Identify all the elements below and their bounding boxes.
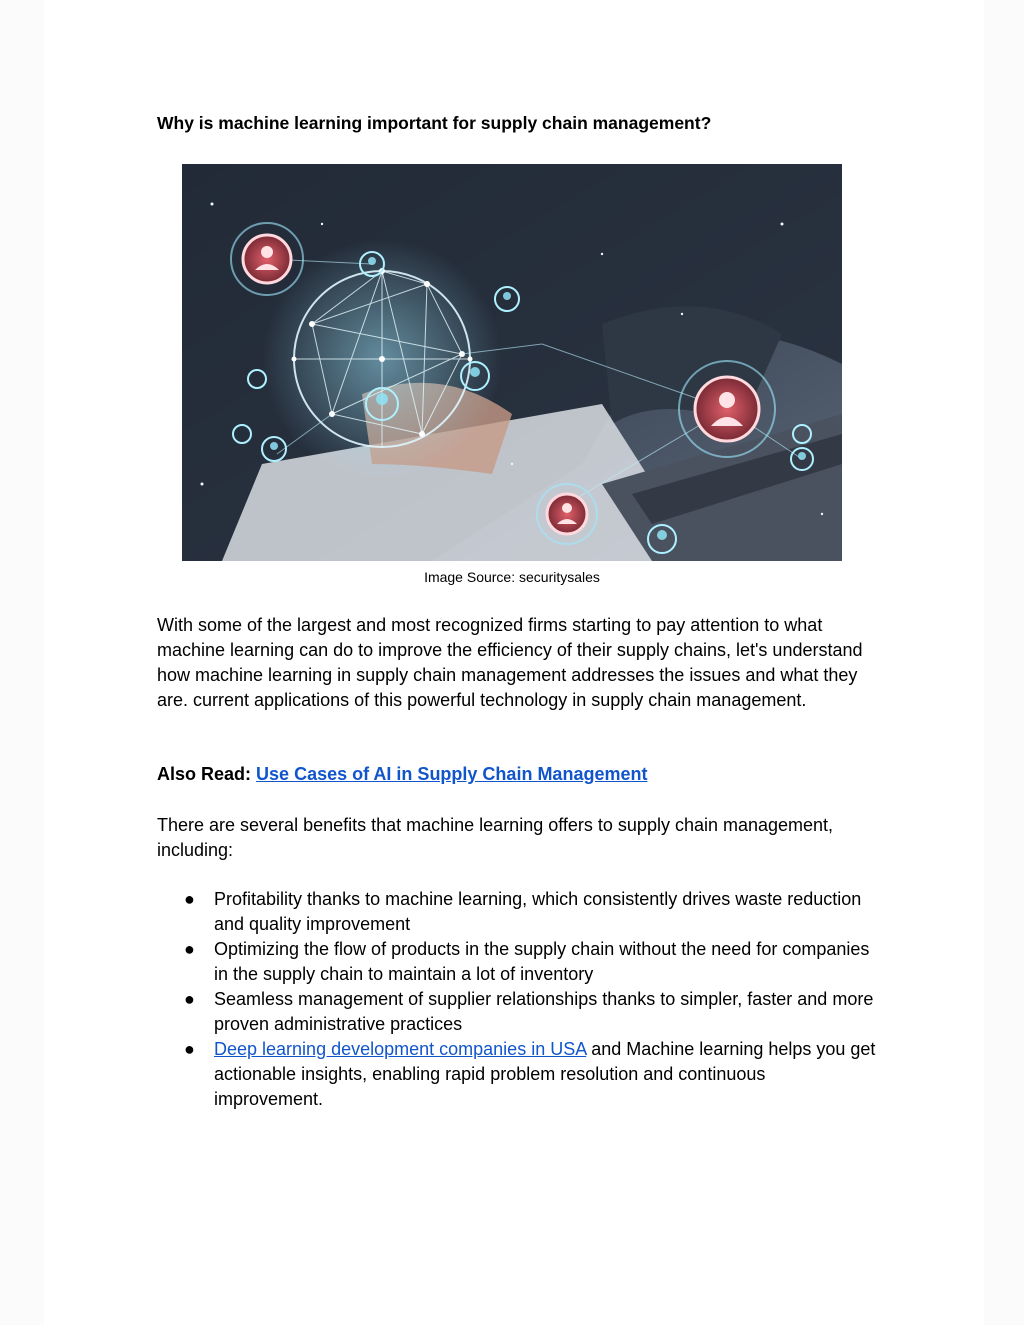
also-read-line bbox=[157, 762, 877, 787]
list-item-text: Optimizing the flow of products in the supply chain without the need for companies in the supply chain to maintain a lot of inventory bbox=[214, 939, 870, 984]
network-illustration bbox=[182, 164, 842, 561]
image-caption: Image Source: securitysales bbox=[424, 569, 600, 585]
page-margin-left bbox=[0, 0, 44, 1325]
deep-learning-link[interactable]: Deep learning development companies in USA bbox=[214, 1039, 587, 1059]
bullet-icon: ● bbox=[184, 939, 195, 959]
list-item bbox=[157, 987, 877, 1037]
list-item bbox=[157, 887, 877, 937]
list-item-text: Seamless management of supplier relationships thanks to simpler, faster and more proven administrative practices bbox=[214, 989, 874, 1034]
benefits-intro: There are several benefits that machine learning offers to supply chain management, including: bbox=[157, 815, 834, 860]
also-read-link[interactable]: Use Cases of AI in Supply Chain Management bbox=[256, 764, 648, 784]
list-item-text: and Machine learning helps you get actionable insights, enabling rapid problem resolution and continuous improvement. bbox=[214, 1039, 876, 1109]
list-item bbox=[157, 937, 877, 987]
intro-paragraph: With some of the largest and most recognized firms starting to pay attention to what machine learning can do to improve the efficiency of their supply chains, let's understand how machine learning in supply chain management addresses the issues and what they are. current applications of this powerful technology in supply chain management. bbox=[157, 615, 863, 710]
benefits-list bbox=[157, 887, 877, 1112]
page-margin-right bbox=[984, 0, 1024, 1325]
list-item bbox=[157, 1037, 877, 1112]
also-read-label: Also Read: bbox=[157, 764, 252, 784]
bullet-icon: ● bbox=[184, 1039, 195, 1059]
bullet-icon: ● bbox=[184, 989, 195, 1009]
section-heading: Why is machine learning important for supply chain management? bbox=[157, 113, 712, 133]
bullet-icon: ● bbox=[184, 889, 195, 909]
list-item-text: Profitability thanks to machine learning, which consistently drives waste reduction and quality improvement bbox=[214, 889, 862, 934]
hero-image bbox=[182, 164, 842, 561]
